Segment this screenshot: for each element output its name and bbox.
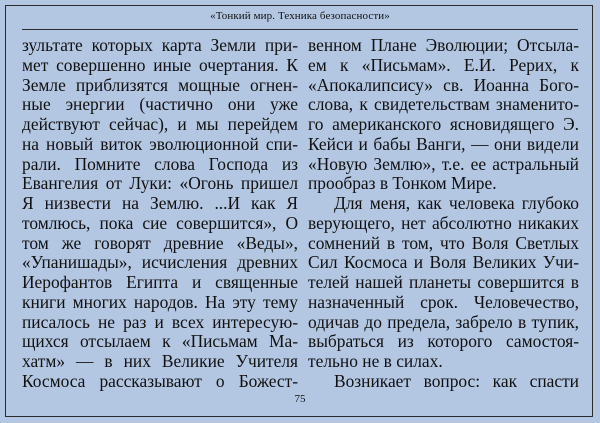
text-line: Кейси и бабы Ванги, — они видели (308, 134, 579, 154)
text-line: мет совершенно иные очертания. К (22, 55, 298, 75)
text-line: писалось не раз и всех интересую- (22, 312, 298, 332)
text-line: выбраться из которого самостоя- (308, 332, 579, 352)
text-line: Сил Космоса и Воля Великих Учи- (308, 253, 579, 273)
text-line: го американского ясновидящего Э. (308, 115, 579, 134)
text-line: рали. Помните слова Господа из (22, 154, 298, 174)
text-line: Я низвести на Землю. ...И как Я (22, 194, 298, 213)
text-line: Евангелия от Луки: «Огонь пришел (22, 174, 298, 194)
text-line: книги многих народов. На эту тему (22, 292, 298, 312)
page-number: 75 (294, 393, 306, 405)
text-line: том же говорят древние «Веды», (22, 233, 298, 253)
text-line: назначенный срок. Человечество, (308, 292, 579, 312)
paragraph-end-line: прообраз в Тонком Мире. (308, 174, 497, 194)
text-line: телей нашей планеты совершится в (308, 273, 579, 292)
header-rule (22, 29, 578, 30)
paragraph-start-line: Для меня, как человека глубоко (334, 194, 579, 213)
running-header: «Тонкий мир. Техника безопасности» (210, 10, 390, 22)
text-line: хатм» — в них Великие Учителя (22, 352, 298, 371)
text-line: щихся отсылаем к «Письмам Ма- (22, 332, 298, 352)
text-line: «Упанишады», исчисления древних (22, 253, 298, 273)
text-line: «Апокалипсису» св. Иоанна Бого- (308, 75, 579, 95)
text-line: «Новую Землю», т.е. ее астральный (308, 154, 579, 174)
text-column-right (308, 36, 579, 392)
text-line: слова, к свидетельствам знаменито- (308, 95, 579, 115)
text-line: сомнений в том, что Воля Светлых (308, 233, 579, 253)
text-line: зультате которых карта Земли при- (22, 36, 298, 55)
text-line: ные энергии (частично они уже (22, 95, 298, 115)
text-line: одичав до предела, забрело в тупик, (308, 312, 579, 332)
text-line: томлюсь, пока сие совершится», О (22, 213, 298, 233)
text-line: Земле приблизятся мощные огнен- (22, 75, 298, 95)
text-line: ем к «Письмам». Е.И. Рерих, к (308, 55, 579, 75)
text-line: на новый виток эволюционной спи- (22, 134, 298, 154)
paragraph-end-line: тельно не в силах. (308, 352, 443, 371)
text-line: Космоса рассказывают о Божест- (22, 371, 298, 391)
text-line: венном Плане Эволюции; Отсылa- (308, 36, 579, 55)
text-line: действуют сейчас), и мы перейдем (22, 115, 298, 134)
text-line: верующего, нет абсолютно никаких (308, 213, 579, 233)
text-line: Иерофантов Египта и священные (22, 273, 298, 292)
paragraph-start-line: Возникает вопрос: как спасти (334, 371, 579, 391)
text-column-left (22, 36, 298, 392)
